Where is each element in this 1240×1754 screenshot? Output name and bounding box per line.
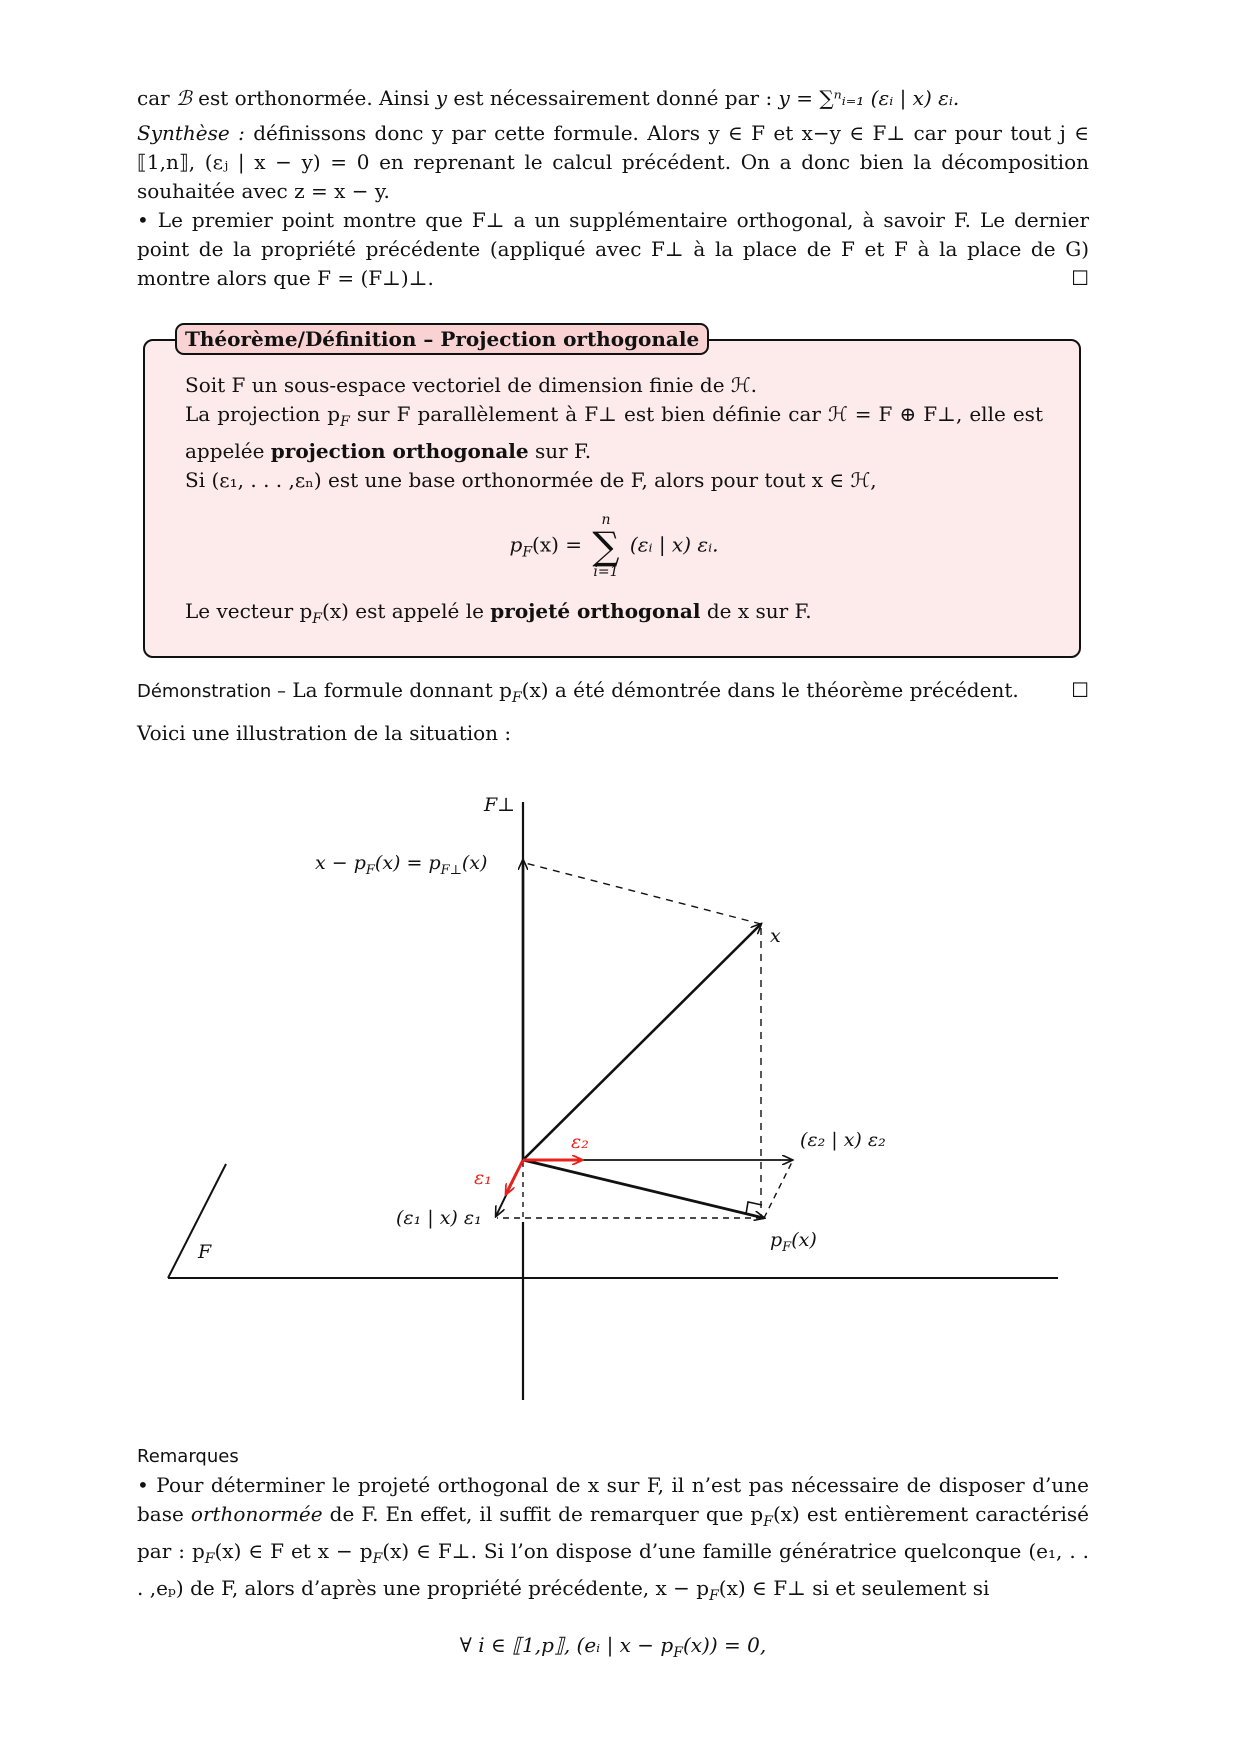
text: La formule donnant p: [285, 678, 512, 702]
subscript: F: [709, 1588, 719, 1604]
label-Fperp: F⊥: [484, 794, 516, 816]
subscript: F: [204, 1551, 215, 1567]
subscript: F: [312, 611, 323, 627]
illustration-intro: Voici une illustration de la situation :: [137, 721, 512, 745]
text: (x) ∈ F⊥. Si l’on dispose d’une famille génératrice quelconque (e₁, . . . ,eₚ) de F, alors d’après une propriété précédente, x − p: [137, 1539, 1089, 1600]
qed-icon: ☐: [1071, 678, 1089, 702]
italic-term: orthonormée: [190, 1502, 323, 1526]
label-pF: [770, 1229, 817, 1255]
label-part: p: [770, 1229, 783, 1251]
theorem-title: Théorème/Définition – Projection orthogonale: [175, 323, 709, 355]
formula-p: p: [509, 532, 523, 557]
remarks-heading: Remarques: [137, 1446, 239, 1467]
synthese-text: définissons donc y par cette formule. Alors y ∈ F et x−y ∈ F⊥ car pour tout j ∈ ⟦1,n⟧, (εⱼ | x − y) = 0 en reprenant le calcul précédent. On a donc bien la décomposition souhaitée avec z = x − y.: [137, 121, 1089, 203]
text: Le vecteur p: [185, 599, 313, 623]
bold-term: projection orthogonale: [270, 439, 529, 463]
text: sur F parallèlement à F⊥ est bien définie car ℋ = F ⊕ F⊥, elle est appelée: [185, 402, 1043, 463]
bold-term: projeté orthogonal: [490, 599, 701, 623]
label-e2-component: (ε₂ | x) ε₂: [800, 1129, 886, 1151]
label-x: x: [770, 925, 781, 947]
sigma-icon: ∑: [592, 524, 620, 568]
math-y: y: [435, 86, 448, 110]
label-x-minus-pF: [315, 852, 487, 878]
formula-rhs: (εᵢ | x) εᵢ.: [629, 532, 719, 557]
formula-part: (x)) = 0,: [682, 1633, 767, 1657]
remarks-paragraph: [137, 1471, 1089, 1611]
text: • Pour déterminer le projeté orthogonal de x sur F, il n’est pas nécessaire de disposer d’une base: [137, 1473, 1089, 1526]
label-F: F: [198, 1241, 212, 1263]
subscript: F: [522, 544, 533, 561]
demonstration-label: Démonstration –: [137, 681, 286, 702]
text: (x) est appelé le: [322, 599, 491, 623]
synthese-label: Synthèse :: [137, 121, 245, 145]
subscript: F: [782, 1240, 792, 1255]
subscript: F: [763, 1514, 773, 1530]
text: est nécessairement donné par :: [447, 86, 779, 110]
text: (x) ∈ F et x − p: [214, 1539, 373, 1563]
sum-upper: n: [601, 512, 611, 528]
text: (x) ∈ F⊥ si et seulement si: [718, 1576, 990, 1600]
math-basis: ℬ: [176, 86, 192, 110]
label-e1-component: (ε₁ | x) ε₁: [396, 1207, 482, 1229]
dashed-pF-to-e2: [764, 1162, 792, 1218]
right-angle-mark: [746, 1202, 762, 1214]
vector-x: [523, 924, 761, 1160]
dashed-x-to-Fperp: [525, 863, 761, 924]
label-part: x − p: [315, 852, 366, 874]
subscript: F: [372, 1551, 383, 1567]
text: de x sur F.: [700, 599, 812, 623]
theorem-line: Soit F un sous-espace vectoriel de dimension finie de ℋ.: [185, 373, 758, 397]
text: (x) est entièrement caractérisé par : p: [137, 1502, 1090, 1563]
text: (x) a été démontrée dans le théorème précédent.: [521, 678, 1019, 702]
subscript: F: [511, 690, 522, 706]
plane-F-edge: [168, 1164, 226, 1278]
vector-pF: [523, 1160, 764, 1218]
bullet-text: • Le premier point montre que F⊥ a un supplémentaire orthogonal, à savoir F. Le dernier point de la propriété précédente (appliqué avec F⊥ à la place de F et F à la place de G) montre alors que F = (F⊥)⊥.: [137, 208, 1089, 290]
text: est orthonormée. Ainsi: [191, 86, 436, 110]
vector-epsilon1: [506, 1160, 523, 1194]
label-epsilon1: ε₁: [474, 1167, 492, 1189]
sum-lower: i=1: [593, 564, 619, 580]
label-part: (x) = p: [374, 852, 441, 874]
text: sur F.: [528, 439, 592, 463]
subscript: F: [365, 863, 375, 878]
theorem-line: Si (ε₁, . . . ,εₙ) est une base orthonormée de F, alors pour tout x ∈ ℋ,: [185, 468, 877, 492]
formula-part: ∀ i ∈ ⟦1,p⟧, (eᵢ | x − p: [459, 1633, 674, 1657]
subscript: F⊥: [440, 863, 462, 878]
label-epsilon2: ε₂: [571, 1131, 589, 1153]
subscript: F: [340, 414, 350, 430]
label-part: (x): [791, 1229, 817, 1251]
formula-lhs: (x) =: [532, 532, 583, 557]
text: de F. En effet, il suffit de remarquer que p: [322, 1502, 764, 1526]
label-part: (x): [461, 852, 488, 874]
text: car: [137, 86, 177, 110]
qed-icon: ☐: [1071, 266, 1089, 290]
remarks-formula: [137, 1633, 1089, 1661]
formula-y: y = ∑ⁿᵢ₌₁ (εᵢ | x) εᵢ.: [778, 86, 960, 110]
text: La projection p: [185, 402, 341, 426]
remarks-section: [137, 1442, 1089, 1679]
subscript: F: [673, 1645, 683, 1661]
